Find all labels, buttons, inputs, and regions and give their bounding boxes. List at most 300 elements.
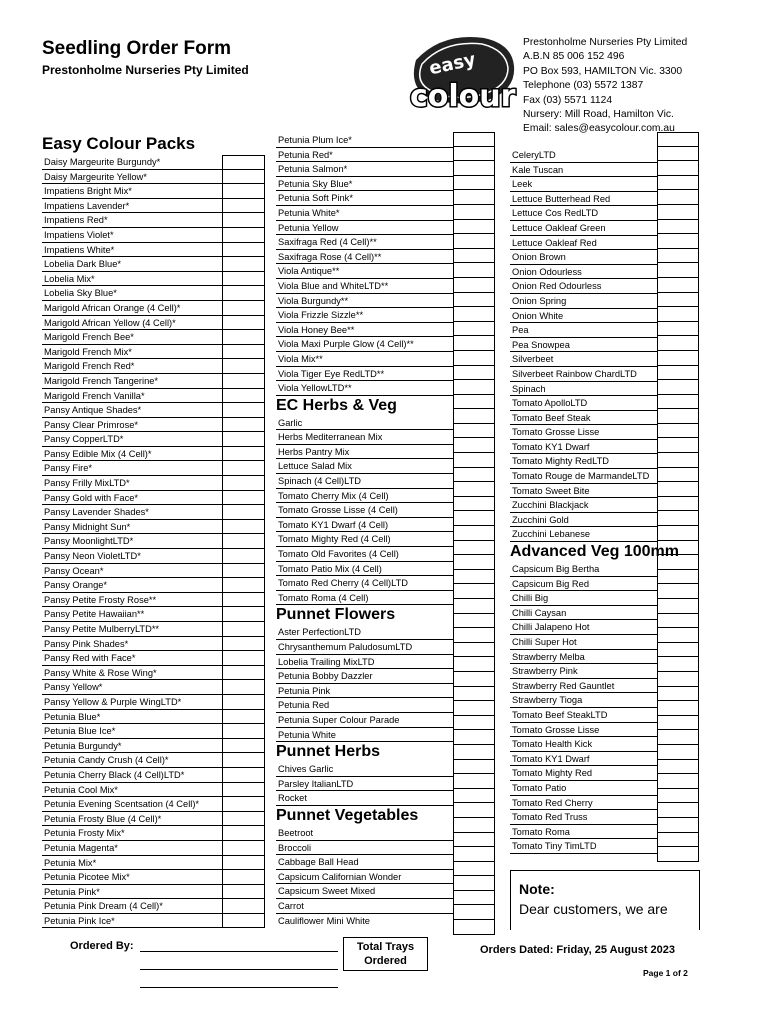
- note-body: Dear customers, we are: [519, 901, 668, 917]
- quantity-box[interactable]: [454, 249, 494, 264]
- item-label: Strawberry Pink: [512, 666, 578, 677]
- item-row: [276, 791, 453, 806]
- quantity-box[interactable]: [454, 570, 494, 585]
- item-row: [510, 606, 657, 621]
- item-row: [276, 294, 453, 309]
- item-label: Broccoli: [278, 842, 312, 853]
- quantity-box[interactable]: [658, 395, 698, 410]
- quantity-box[interactable]: [658, 789, 698, 804]
- quantity-box[interactable]: [454, 234, 494, 249]
- quantity-box[interactable]: [454, 745, 494, 760]
- quantity-box[interactable]: [223, 389, 264, 404]
- quantity-box[interactable]: [454, 905, 494, 920]
- item-row: [510, 192, 657, 207]
- item-label: Parsley ItalianLTD: [278, 778, 354, 789]
- section-title-punnet-vegetables: Punnet Vegetables: [276, 806, 419, 824]
- quantity-box[interactable]: [223, 534, 264, 549]
- item-label: Impatiens Bright Mix*: [44, 186, 132, 197]
- quantity-box[interactable]: [223, 316, 264, 331]
- quantity-box[interactable]: [223, 170, 264, 185]
- item-label: Petunia Bobby Dazzler: [278, 671, 373, 682]
- quantity-box[interactable]: [454, 322, 494, 337]
- quantity-box[interactable]: [658, 205, 698, 220]
- item-row: [276, 684, 453, 699]
- item-label: Pansy Neon VioletLTD*: [44, 551, 141, 562]
- quantity-box[interactable]: [223, 695, 264, 710]
- item-row: [42, 243, 222, 258]
- item-row: [276, 337, 453, 352]
- item-label: Chilli Big: [512, 593, 549, 604]
- item-row: [510, 323, 657, 338]
- quantity-box[interactable]: [223, 826, 264, 841]
- item-row: [276, 206, 453, 221]
- quantity-box[interactable]: [658, 409, 698, 424]
- quantity-box[interactable]: [658, 818, 698, 833]
- quantity-box[interactable]: [454, 482, 494, 497]
- item-row: [276, 474, 453, 489]
- quantity-box[interactable]: [658, 190, 698, 205]
- item-label: Tomato Mighty Red: [512, 768, 593, 779]
- quantity-box[interactable]: [223, 680, 264, 695]
- quantity-box[interactable]: [658, 424, 698, 439]
- item-label: Lettuce Salad Mix: [278, 461, 352, 472]
- item-row: [276, 352, 453, 367]
- item-label: Capsicum Californian Wonder: [278, 871, 402, 882]
- quantity-box[interactable]: [454, 307, 494, 322]
- ordered-by-line-3[interactable]: [140, 987, 338, 988]
- item-row: [510, 454, 657, 469]
- item-row: [276, 841, 453, 856]
- quantity-box[interactable]: [454, 862, 494, 877]
- quantity-box[interactable]: [454, 818, 494, 833]
- quantity-box[interactable]: [658, 774, 698, 789]
- column-3: [510, 148, 679, 854]
- quantity-box[interactable]: [658, 584, 698, 599]
- quantity-box[interactable]: [223, 768, 264, 783]
- quantity-box[interactable]: [454, 395, 494, 410]
- quantity-box[interactable]: [223, 272, 264, 287]
- contact-abn: A.B.N 85 006 152 496: [523, 51, 625, 63]
- item-label: Lettuce Butterhead Red: [512, 193, 611, 204]
- quantity-box[interactable]: [454, 789, 494, 804]
- item-label: Capsicum Big Bertha: [512, 564, 600, 575]
- item-label: Saxifraga Rose (4 Cell)**: [278, 251, 382, 262]
- quantity-box[interactable]: [658, 555, 698, 570]
- item-row: [276, 532, 453, 547]
- item-row: [42, 739, 222, 754]
- quantity-box[interactable]: [658, 511, 698, 526]
- quantity-box[interactable]: [223, 403, 264, 418]
- quantity-box[interactable]: [454, 614, 494, 629]
- item-row: [42, 812, 222, 827]
- ordered-by-line-2[interactable]: [140, 969, 338, 970]
- item-row: [276, 177, 453, 192]
- item-label: Pansy Frilly MixLTD*: [44, 478, 130, 489]
- item-label: Viola Frizzle Sizzle**: [278, 310, 364, 321]
- item-label: Petunia Blue Ice*: [44, 726, 116, 737]
- item-row: [42, 330, 222, 345]
- item-row: [42, 491, 222, 506]
- item-row: [42, 374, 222, 389]
- quantity-box[interactable]: [658, 220, 698, 235]
- quantity-box[interactable]: [223, 213, 264, 228]
- quantity-box[interactable]: [223, 330, 264, 345]
- quantity-box[interactable]: [454, 468, 494, 483]
- quantity-box[interactable]: [223, 520, 264, 535]
- quantity-box[interactable]: [223, 505, 264, 520]
- item-label: Viola Tiger Eye RedLTD**: [278, 368, 385, 379]
- quantity-box[interactable]: [658, 263, 698, 278]
- item-row: [276, 503, 453, 518]
- item-row: [42, 710, 222, 725]
- item-row: [276, 323, 453, 338]
- item-row: [42, 885, 222, 900]
- quantity-box[interactable]: [223, 783, 264, 798]
- quantity-box[interactable]: [658, 657, 698, 672]
- item-row: [42, 549, 222, 564]
- quantity-box[interactable]: [454, 161, 494, 176]
- quantity-box[interactable]: [454, 190, 494, 205]
- item-label: Petunia Magenta*: [44, 842, 118, 853]
- quantity-box[interactable]: [223, 593, 264, 608]
- quantity-box[interactable]: [454, 541, 494, 556]
- quantity-box[interactable]: [223, 710, 264, 725]
- quantity-box[interactable]: [658, 453, 698, 468]
- item-row: [510, 177, 657, 192]
- quantity-box[interactable]: [658, 497, 698, 512]
- quantity-box[interactable]: [223, 739, 264, 754]
- quantity-box[interactable]: [658, 468, 698, 483]
- quantity-box[interactable]: [454, 453, 494, 468]
- quantity-box[interactable]: [223, 301, 264, 316]
- quantity-box[interactable]: [454, 643, 494, 658]
- quantity-box[interactable]: [658, 322, 698, 337]
- item-row: [42, 316, 222, 331]
- quantity-box[interactable]: [454, 132, 494, 147]
- item-label: Viola Honey Bee**: [278, 324, 355, 335]
- item-label: Marigold French Mix*: [44, 346, 132, 357]
- quantity-box[interactable]: [454, 847, 494, 862]
- quantity-box[interactable]: [223, 914, 264, 929]
- item-label: Capsicum Big Red: [512, 578, 589, 589]
- quantity-box[interactable]: [454, 774, 494, 789]
- item-row: [510, 309, 657, 324]
- item-label: Pea Snowpea: [512, 339, 570, 350]
- quantity-box[interactable]: [454, 497, 494, 512]
- quantity-box[interactable]: [658, 147, 698, 162]
- quantity-box[interactable]: [658, 716, 698, 731]
- item-row: [510, 781, 657, 796]
- quantity-box[interactable]: [658, 803, 698, 818]
- item-row: [42, 797, 222, 812]
- item-label: Aster PerfectionLTD: [278, 627, 362, 638]
- item-row: [276, 762, 453, 777]
- item-label: Marigold French Vanilla*: [44, 390, 145, 401]
- quantity-box[interactable]: [223, 345, 264, 360]
- item-label: Tomato Health Kick: [512, 739, 593, 750]
- item-row: [276, 489, 453, 504]
- item-row: [276, 279, 453, 294]
- quantity-box[interactable]: [223, 228, 264, 243]
- quantity-box[interactable]: [223, 724, 264, 739]
- quantity-box[interactable]: [223, 651, 264, 666]
- item-row: [510, 148, 657, 163]
- quantity-box[interactable]: [223, 797, 264, 812]
- quantity-box[interactable]: [454, 876, 494, 891]
- logo-text-easy: easy: [427, 49, 478, 80]
- item-label: Petunia Red: [278, 700, 330, 711]
- item-label: Marigold French Bee*: [44, 332, 134, 343]
- quantity-box[interactable]: [223, 622, 264, 637]
- quantity-box[interactable]: [454, 380, 494, 395]
- quantity-box[interactable]: [454, 716, 494, 731]
- quantity-box[interactable]: [454, 220, 494, 235]
- item-row: [276, 777, 453, 792]
- quantity-box[interactable]: [658, 833, 698, 848]
- quantity-box[interactable]: [223, 418, 264, 433]
- quantity-box[interactable]: [223, 870, 264, 885]
- quantity-box[interactable]: [658, 336, 698, 351]
- item-label: Spinach (4 Cell)LTD: [278, 476, 362, 487]
- quantity-box[interactable]: [658, 351, 698, 366]
- item-row: [276, 914, 453, 929]
- quantity-box[interactable]: [658, 687, 698, 702]
- logo-text-colour: colour: [410, 79, 516, 110]
- item-label: Tomato Old Favorites (4 Cell): [278, 549, 399, 560]
- quantity-box[interactable]: [223, 476, 264, 491]
- item-row: [42, 724, 222, 739]
- item-label: Lettuce Oakleaf Green: [512, 222, 606, 233]
- quantity-box[interactable]: [658, 847, 698, 862]
- item-label: Onion Red Odourless: [512, 281, 602, 292]
- quantity-box[interactable]: [223, 856, 264, 871]
- item-row: [276, 148, 453, 163]
- quantity-box[interactable]: [454, 526, 494, 541]
- item-label: Tomato KY1 Dwarf: [512, 441, 590, 452]
- quantity-box[interactable]: [658, 293, 698, 308]
- quantity-box[interactable]: [223, 243, 264, 258]
- quantity-box[interactable]: [658, 672, 698, 687]
- item-label: Petunia Mix*: [44, 857, 97, 868]
- quantity-box[interactable]: [454, 730, 494, 745]
- quantity-box[interactable]: [454, 555, 494, 570]
- column-1: [42, 134, 222, 928]
- item-row: [276, 713, 453, 728]
- item-row: [510, 411, 657, 426]
- quantity-box[interactable]: [658, 701, 698, 716]
- quantity-box[interactable]: [454, 511, 494, 526]
- item-row: [276, 416, 453, 431]
- quantity-box[interactable]: [454, 278, 494, 293]
- quantity-box[interactable]: [223, 447, 264, 462]
- item-row: [276, 235, 453, 250]
- item-row: [42, 666, 222, 681]
- total-trays-label: Total Trays: [356, 941, 415, 953]
- item-label: Marigold French Red*: [44, 361, 135, 372]
- item-label: Zucchini Lebanese: [512, 529, 591, 540]
- quantity-box[interactable]: [454, 920, 494, 935]
- quantity-box[interactable]: [223, 184, 264, 199]
- quantity-box[interactable]: [223, 199, 264, 214]
- total-trays-box[interactable]: [343, 937, 428, 971]
- quantity-box[interactable]: [454, 293, 494, 308]
- quantity-box[interactable]: [454, 687, 494, 702]
- quantity-box[interactable]: [454, 672, 494, 687]
- quantity-box[interactable]: [658, 161, 698, 176]
- item-label: Petunia Blue*: [44, 711, 101, 722]
- item-label: Lettuce Oakleaf Red: [512, 237, 597, 248]
- quantity-box[interactable]: [223, 812, 264, 827]
- quantity-box[interactable]: [658, 132, 698, 147]
- item-label: Impatiens Violet*: [44, 229, 114, 240]
- quantity-box[interactable]: [454, 833, 494, 848]
- quantity-box[interactable]: [454, 147, 494, 162]
- quantity-box[interactable]: [454, 599, 494, 614]
- item-row: [276, 826, 453, 841]
- item-row: [42, 637, 222, 652]
- quantity-box[interactable]: [454, 760, 494, 775]
- quantity-box[interactable]: [658, 643, 698, 658]
- section-title-advanced-veg-100mm: Advanced Veg 100mm: [510, 543, 679, 561]
- item-label: Petunia Frosty Blue (4 Cell)*: [44, 813, 162, 824]
- quantity-box[interactable]: [223, 578, 264, 593]
- item-label: Tomato Cherry Mix (4 Cell): [278, 490, 389, 501]
- quantity-box[interactable]: [658, 380, 698, 395]
- item-label: Tomato Red Truss: [512, 812, 588, 823]
- item-row: [42, 286, 222, 301]
- quantity-box[interactable]: [223, 607, 264, 622]
- item-row: [510, 265, 657, 280]
- quantity-box[interactable]: [454, 657, 494, 672]
- quantity-box[interactable]: [658, 366, 698, 381]
- item-row: [42, 622, 222, 637]
- item-row: [510, 562, 657, 577]
- quantity-box[interactable]: [454, 205, 494, 220]
- quantity-box[interactable]: [223, 885, 264, 900]
- quantity-box[interactable]: [658, 730, 698, 745]
- column-2-qty-boxes: [453, 132, 495, 935]
- quantity-box[interactable]: [658, 599, 698, 614]
- item-label: Chilli Jalapeno Hot: [512, 622, 590, 633]
- quantity-box[interactable]: [658, 760, 698, 775]
- item-label: Tomato Grosse Lisse: [512, 427, 600, 438]
- item-label: Pansy White & Rose Wing*: [44, 667, 157, 678]
- item-row: [510, 236, 657, 251]
- quantity-box[interactable]: [454, 366, 494, 381]
- item-label: Impatiens Red*: [44, 215, 108, 226]
- item-row: [276, 899, 453, 914]
- quantity-box[interactable]: [454, 891, 494, 906]
- quantity-box[interactable]: [658, 482, 698, 497]
- quantity-box[interactable]: [454, 263, 494, 278]
- item-label: Tomato Mighty RedLTD: [512, 456, 609, 467]
- quantity-box[interactable]: [658, 628, 698, 643]
- quantity-box[interactable]: [658, 570, 698, 585]
- quantity-box[interactable]: [223, 432, 264, 447]
- quantity-box[interactable]: [223, 359, 264, 374]
- item-label: Pansy CopperLTD*: [44, 434, 124, 445]
- quantity-box[interactable]: [454, 628, 494, 643]
- quantity-box[interactable]: [223, 461, 264, 476]
- item-label: Marigold French Tangerine*: [44, 375, 159, 386]
- item-label: Lobelia Sky Blue*: [44, 288, 117, 299]
- quantity-box[interactable]: [658, 249, 698, 264]
- quantity-box[interactable]: [454, 584, 494, 599]
- contact-fax: Fax (03) 5571 1124: [523, 94, 613, 106]
- quantity-box[interactable]: [223, 899, 264, 914]
- item-row: [510, 650, 657, 665]
- quantity-box[interactable]: [658, 526, 698, 541]
- item-label: Viola YellowLTD**: [278, 383, 352, 394]
- item-row: [510, 425, 657, 440]
- item-row: [510, 825, 657, 840]
- quantity-box[interactable]: [454, 409, 494, 424]
- quantity-box[interactable]: [454, 351, 494, 366]
- quantity-box[interactable]: [223, 666, 264, 681]
- quantity-box[interactable]: [658, 278, 698, 293]
- quantity-box[interactable]: [223, 491, 264, 506]
- item-row: [510, 352, 657, 367]
- item-row: [42, 418, 222, 433]
- item-label: Petunia Cool Mix*: [44, 784, 118, 795]
- item-row: [42, 403, 222, 418]
- item-label: Petunia Pink Dream (4 Cell)*: [44, 901, 163, 912]
- quantity-box[interactable]: [658, 745, 698, 760]
- quantity-box[interactable]: [454, 176, 494, 191]
- quantity-box[interactable]: [658, 614, 698, 629]
- quantity-box[interactable]: [223, 374, 264, 389]
- item-row: [510, 396, 657, 411]
- quantity-box[interactable]: [454, 438, 494, 453]
- item-label: Petunia Plum Ice*: [278, 135, 352, 145]
- quantity-box[interactable]: [223, 155, 264, 170]
- quantity-box[interactable]: [223, 564, 264, 579]
- quantity-box[interactable]: [454, 336, 494, 351]
- item-label: Chilli Caysan: [512, 607, 567, 618]
- item-label: Chives Garlic: [278, 764, 334, 775]
- quantity-box[interactable]: [454, 424, 494, 439]
- item-label: Tomato Beef Steak: [512, 412, 591, 423]
- item-label: Strawberry Melba: [512, 651, 585, 662]
- quantity-box[interactable]: [223, 257, 264, 272]
- orders-dated: Orders Dated: Friday, 25 August 2023: [480, 944, 676, 956]
- quantity-box[interactable]: [223, 841, 264, 856]
- item-row: [276, 162, 453, 177]
- quantity-box[interactable]: [223, 637, 264, 652]
- quantity-box[interactable]: [658, 176, 698, 191]
- item-label: Pansy Yellow & Purple WingLTD*: [44, 696, 182, 707]
- item-label: Tomato KY1 Dwarf: [512, 753, 590, 764]
- quantity-box[interactable]: [223, 753, 264, 768]
- quantity-box[interactable]: [658, 541, 698, 556]
- quantity-box[interactable]: [658, 438, 698, 453]
- item-row: [42, 899, 222, 914]
- item-label: Petunia Pink Ice*: [44, 915, 115, 926]
- ordered-by-line-1[interactable]: [140, 951, 338, 952]
- quantity-box[interactable]: [454, 701, 494, 716]
- quantity-box[interactable]: [223, 549, 264, 564]
- quantity-box[interactable]: [658, 234, 698, 249]
- item-row: [42, 695, 222, 710]
- item-label: Tomato Sweet Bite: [512, 485, 590, 496]
- item-label: Tomato Mighty Red (4 Cell): [278, 534, 391, 545]
- quantity-box[interactable]: [223, 286, 264, 301]
- contact-nursery-address: Nursery: Mill Road, Hamilton Vic.: [523, 108, 674, 120]
- quantity-box[interactable]: [658, 307, 698, 322]
- quantity-box[interactable]: [454, 803, 494, 818]
- item-label: Pansy Edible Mix (4 Cell)*: [44, 448, 152, 459]
- item-row: [42, 534, 222, 549]
